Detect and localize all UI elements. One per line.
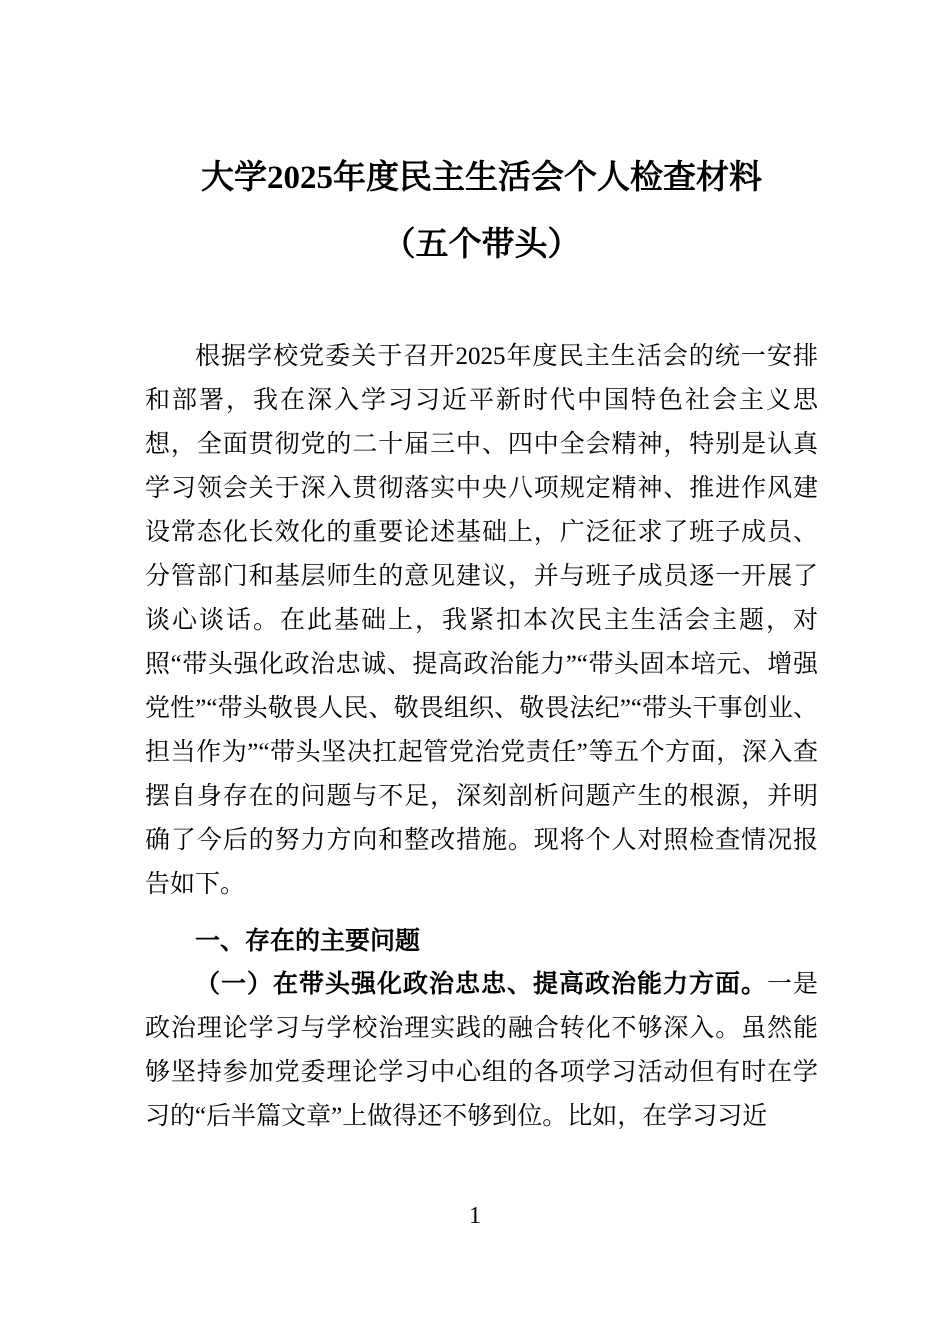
subsection-1-lead: （一）在带头强化政治忠忠、提高政治能力方面。 (195, 970, 767, 998)
section-heading-main-problems: 一、存在的主要问题 (195, 926, 421, 955)
intro-paragraph: 根据学校党委关于召开2025年度民主生活会的统一安排和部署，我在深入学习习近平新时代中国特色社会主义思想，全面贯彻党的二十届三中、四中全会精神，特别是认真学习领会关于深入贯彻落实中央八项规定精神、推进作风建设常态化长效化的重要论述基础上，广泛征求了班子成员、分管部门和基层师生的意见建议，并与班子成员逐一开展了谈心谈话。在此基础上，我紧扣本次民主生活会主题，对照“带头强化政治忠诚、提高政治能力”“带头固本培元、增强党性”“带头敬畏人民、敬畏组织、敬畏法纪”“带头干事创业、担当作为”“带头坚决扛起管党治党责任”等五个方面，深入查摆自身存在的问题与不足，深刻剖析问题产生的根源，并明确了今后的努力方向和整改措施。现将个人对照检查情况报告如下。 (145, 342, 818, 898)
subsection-paragraph-1 (145, 963, 818, 1139)
page-number: 1 (469, 1203, 481, 1229)
document-title-line-2: （五个带头） (382, 227, 581, 264)
document-title (145, 158, 818, 267)
document-title-line-1: 大学2025年度民主生活会个人检查材料 (201, 160, 762, 196)
subsection-1-body: 一是政治理论学习与学校治理实践的融合转化不够深入。虽然能够坚持参加党委理论学习中心组的各项学习活动但有时在学习的“后半篇文章”上做得还不够到位。比如，在学习习近 (145, 970, 818, 1130)
